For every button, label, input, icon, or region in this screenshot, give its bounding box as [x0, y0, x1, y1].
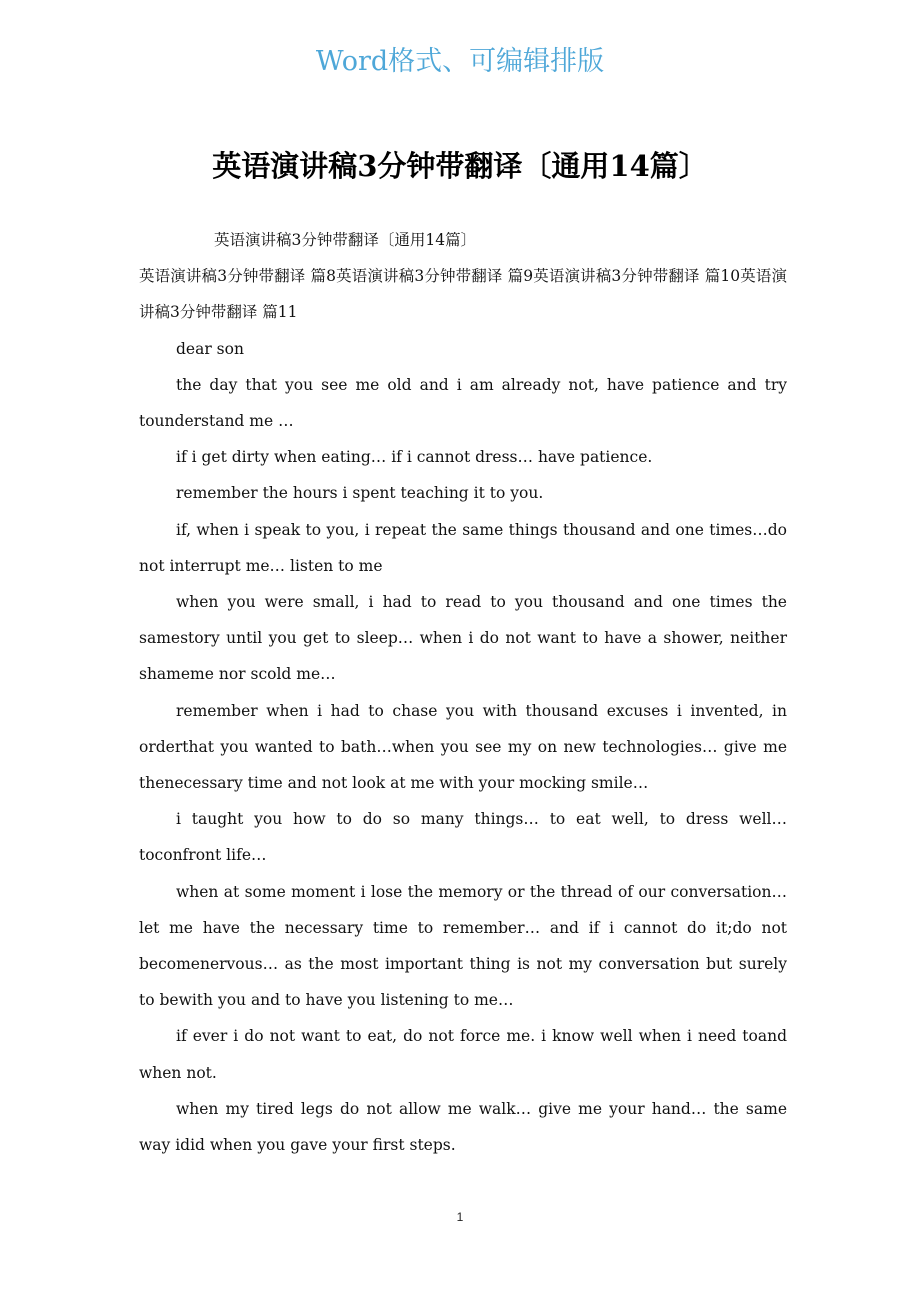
- paragraph: the day that you see me old and i am already not, have patience and try tounderstand me …: [139, 375, 787, 431]
- document-body: [139, 222, 787, 1163]
- paragraph: remember the hours i spent teaching it to you.: [176, 484, 544, 503]
- paragraph: when you were small, i had to read to you thousand and one times the samestory until you get to sleep… when i do not want to have a shower, neither shameme nor scold me…: [139, 593, 787, 684]
- paragraph: remember when i had to chase you with thousand excuses i invented, in orderthat you wanted to bath…when you see my on new technologies… give me thenecessary time and not look at me with your mocking smile…: [139, 701, 787, 793]
- paragraph: i taught you how to do so many things… to eat well, to dress well… toconfront life…: [139, 810, 787, 865]
- paragraph: when at some moment i lose the memory or the thread of our conversation…let me have the necessary time to remember… and if i cannot do it;do not becomenervous… as the most important thing is not my conversation but surely to bewith you and to have you listening to me…: [139, 882, 787, 1010]
- page-number: 1: [456, 1210, 464, 1224]
- document-header: Word格式、可编辑排版: [315, 46, 605, 77]
- document-title: 英语演讲稿3分钟带翻译〔通用14篇〕: [212, 149, 708, 183]
- paragraph: if, when i speak to you, i repeat the same things thousand and one times…do not interrupt me… listen to me: [139, 520, 787, 575]
- paragraph: if ever i do not want to eat, do not force me. i know well when i need toand when not.: [139, 1027, 787, 1082]
- paragraph: when my tired legs do not allow me walk… give me your hand… the same way idid when you gave your first steps.: [139, 1099, 787, 1155]
- document-subtitle: 英语演讲稿3分钟带翻译〔通用14篇〕: [214, 231, 477, 249]
- paragraph-greeting: dear son: [176, 339, 244, 358]
- table-of-contents-line: 英语演讲稿3分钟带翻译 篇8英语演讲稿3分钟带翻译 篇9英语演讲稿3分钟带翻译 篇10英语演讲稿3分钟带翻译 篇11: [139, 267, 787, 322]
- paragraph: if i get dirty when eating… if i cannot dress… have patience.: [176, 448, 653, 467]
